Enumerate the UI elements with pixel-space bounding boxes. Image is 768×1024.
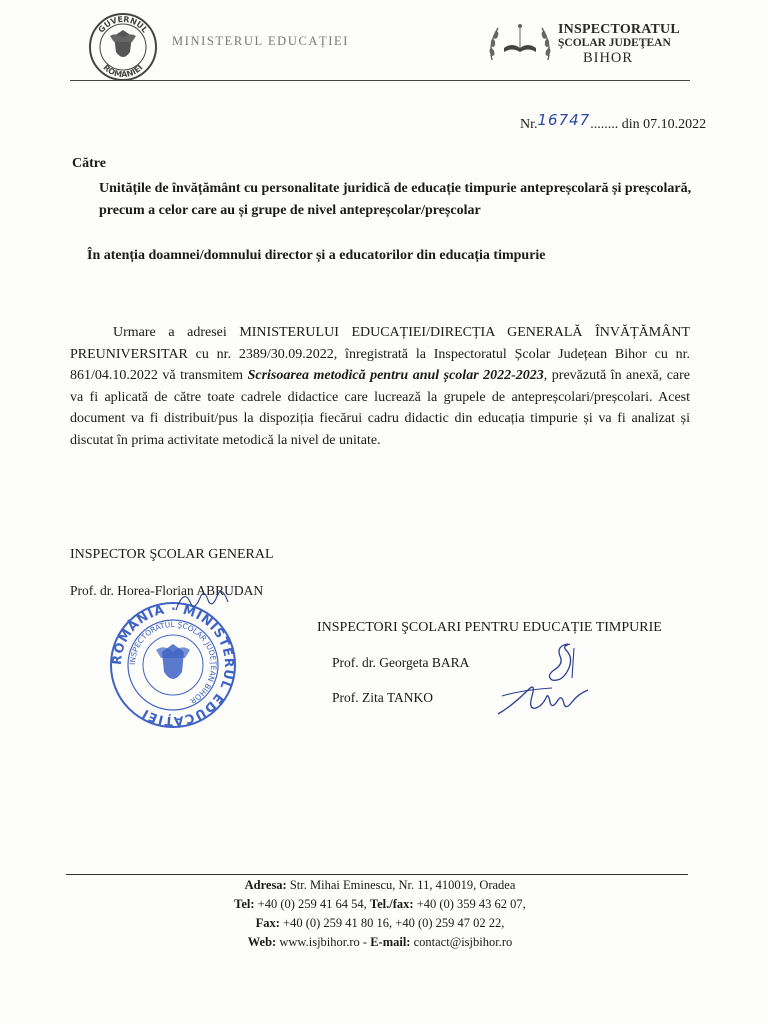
government-seal-logo xyxy=(88,12,158,82)
isj-name-line-2: ŞCOLAR JUDEŢEAN xyxy=(558,37,671,49)
isj-county: BIHOR xyxy=(582,50,634,66)
fax-value: +40 (0) 259 41 80 16, +40 (0) 259 47 02 22, xyxy=(279,916,505,930)
reference-dots: ........ xyxy=(590,117,619,132)
email-link[interactable]: contact@isjbihor.ro xyxy=(410,935,513,949)
web-link[interactable]: www.isjbihor.ro - xyxy=(276,935,371,949)
svg-text:GUVERNUL: GUVERNUL xyxy=(96,14,150,35)
body-part-1: Urmare a adresei MINISTERULUI EDUCAȚIEI/DIRECȚIA GENERALĂ ÎNVĂȚĂMÂNT PREUNIVERSITAR cu nr. 2389/30.09.2022, înregistrată la Inspectoratul Școlar Județean Bihor cu nr. 861/04.10.2022 vă transmitem xyxy=(70,325,690,383)
web-label: Web: xyxy=(247,935,277,949)
registration-reference xyxy=(520,111,707,133)
inspector-name-bara: Prof. dr. Georgeta BARA xyxy=(332,655,470,670)
general-inspector-title: INSPECTOR ŞCOLAR GENERAL xyxy=(70,547,274,562)
isj-name-block xyxy=(558,22,688,67)
telfax-label: Tel./fax: xyxy=(369,897,414,911)
address-label: Adresa: xyxy=(244,878,287,892)
footer-address xyxy=(160,876,600,895)
isj-book-wreath-logo xyxy=(486,18,554,68)
reference-date: din 07.10.2022 xyxy=(621,117,707,132)
recipients: Unitățile de învățământ cu personalitate juridică de educație timpurie antepreșcolară și preșcolară, precum a celor care au și grupe de nivel antepreșcolar/preșcolar xyxy=(99,181,692,218)
footer-phones xyxy=(160,895,600,914)
general-inspector-name: Prof. dr. Horea-Florian ABRUDAN xyxy=(70,583,264,598)
signature-tanko xyxy=(492,676,592,722)
svg-text:ROMÂNIA · MINISTERUL EDUCAȚIEI: ROMÂNIA · MINISTERUL EDUCAȚIEI xyxy=(108,600,238,730)
reference-prefix: Nr. xyxy=(520,117,538,132)
fax-label: Fax: xyxy=(255,916,280,930)
tel-label: Tel: xyxy=(234,897,255,911)
inspector-name-tanko: Prof. Zita TANKO xyxy=(332,690,434,705)
contact-footer xyxy=(160,876,600,952)
address-value: Str. Mihai Eminescu, Nr. 11, 410019, Oradea xyxy=(286,878,516,892)
header-divider xyxy=(70,80,690,81)
footer-divider xyxy=(66,874,688,875)
telfax-value: +40 (0) 359 43 62 07, xyxy=(413,897,526,911)
body-paragraph xyxy=(70,322,690,451)
tel-value: +40 (0) 259 41 64 54, xyxy=(254,897,370,911)
reference-number-handwritten: 16747 xyxy=(537,111,591,129)
body-part-2: , prevăzută în anexă, care va fi aplicată de către toate cadrele didactice care lucrează la grupele de antepreșcolari/preșcolari. Acest document va fi distribuit/pus la dispoziția fiecărui cadru didactic din educația timpurie și va fi analizat și discutat în prima activitate metodică la nivel de unitate. xyxy=(70,368,690,448)
email-label: E-mail: xyxy=(370,935,411,949)
early-education-inspectors-title: INSPECTORI ŞCOLARI PENTRU EDUCAȚIE TIMPURIE xyxy=(317,620,662,635)
footer-web xyxy=(160,933,600,952)
general-inspector-signature xyxy=(170,580,240,620)
body-emphasis: Scrisoarea metodică pentru anul școlar 2022-2023 xyxy=(247,368,544,383)
svg-text:ROMÂNIEI: ROMÂNIEI xyxy=(101,62,145,80)
attention-line: În atenția doamnei/domnului director și a educatorilor din educația timpurie xyxy=(87,248,546,263)
isj-name-line-1: INSPECTORATUL xyxy=(558,22,680,37)
footer-fax xyxy=(160,914,600,933)
ministry-name: MINISTERUL EDUCAȚIEI xyxy=(172,34,350,48)
to-label: Către xyxy=(72,156,106,171)
svg-text:INSPECTORATUL ŞCOLAR JUDEŢEAN: INSPECTORATUL ŞCOLAR JUDEŢEAN BIHOR xyxy=(127,619,219,706)
